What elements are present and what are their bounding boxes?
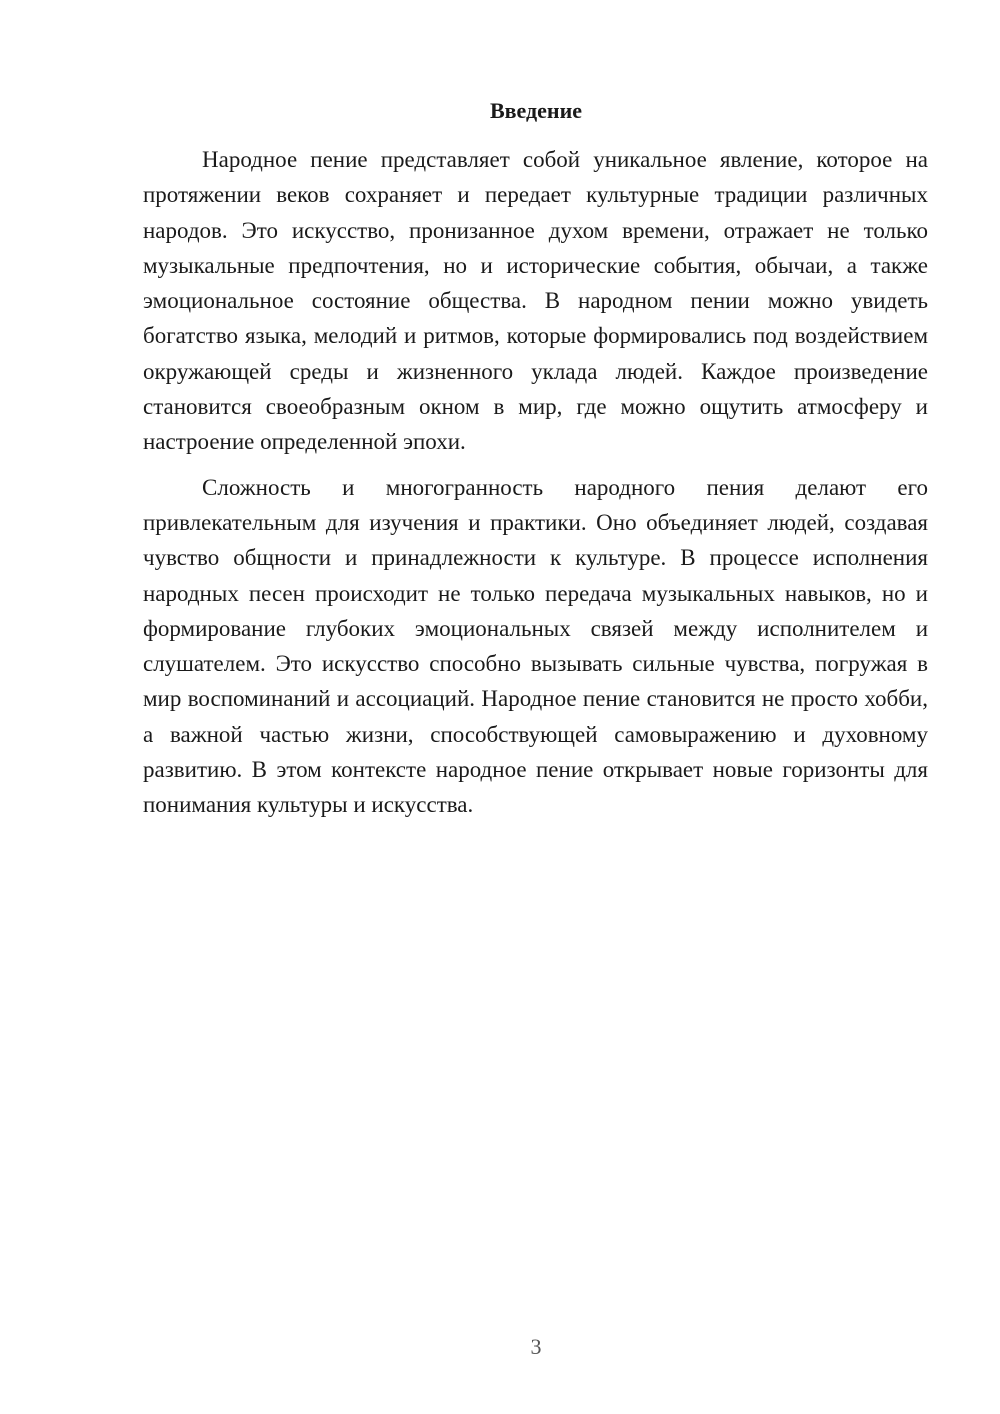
body-text xyxy=(143,142,928,823)
section-title: Введение xyxy=(489,98,583,123)
paragraph-2: Сложность и многогранность народного пения делают его привлекательным для изучения и практики. Оно объединяет людей, создавая чувство общности и принадлежности к культуре. В процессе исполнения народных песен происходит не только передача музыкальных навыков, но и формирование глубоких эмоциональных связей между исполнителем и слушателем. Это искусство способно вызывать сильные чувства, погружая в мир воспоминаний и ассоциаций. Народное пение становится не просто хобби, а важной частью жизни, способствующей самовыражению и духовному развитию. В этом контексте народное пение открывает новые горизонты для понимания культуры и искусства. xyxy=(143,474,928,818)
paragraph-1: Народное пение представляет собой уникальное явление, которое на протяжении веков сохраняет и передает культурные традиции различных народов. Это искусство, пронизанное духом времени, отражает не только музыкальные предпочтения, но и исторические события, обычаи, а также эмоциональное состояние общества. В народном пении можно увидеть богатство языка, мелодий и ритмов, которые формировались под воздействием окружающей среды и жизненного уклада людей. Каждое произведение становится своеобразным окном в мир, где можно ощутить атмосферу и настроение определенной эпохи. xyxy=(143,147,928,455)
page-number: 3 xyxy=(530,1334,542,1359)
